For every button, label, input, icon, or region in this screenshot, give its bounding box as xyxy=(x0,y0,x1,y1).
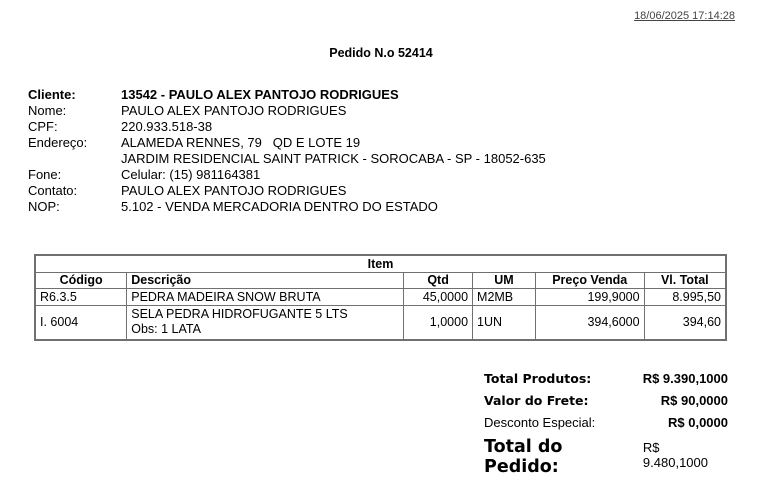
total-produtos-row xyxy=(484,371,728,393)
cell-total: 8.995,50 xyxy=(644,289,726,306)
cell-um: 1UN xyxy=(473,306,536,340)
desconto-label: Desconto Especial: xyxy=(484,415,596,430)
cell-qtd: 1,0000 xyxy=(404,306,473,340)
cell-descricao: PEDRA MADEIRA SNOW BRUTA xyxy=(127,289,404,306)
label-nome: Nome: xyxy=(28,103,67,118)
value-endereco-line1: ALAMEDA RENNES, 79 QD E LOTE 19 xyxy=(121,135,361,150)
info-row-nop xyxy=(28,199,546,215)
desconto-row xyxy=(484,415,728,437)
table-row xyxy=(35,289,726,306)
cell-total: 394,60 xyxy=(644,306,726,340)
col-header-qtd: Qtd xyxy=(404,273,473,289)
page-title: Pedido N.o 52414 xyxy=(329,46,433,60)
total-pedido-value: R$ 9.480,1000 xyxy=(642,440,708,470)
cell-um: M2MB xyxy=(473,289,536,306)
value-cliente: 13542 - PAULO ALEX PANTOJO RODRIGUES xyxy=(121,87,399,102)
info-row-fone xyxy=(28,167,546,183)
label-cpf: CPF: xyxy=(28,119,58,134)
value-contato: PAULO ALEX PANTOJO RODRIGUES xyxy=(121,183,347,198)
table-header-row xyxy=(35,273,726,289)
items-table xyxy=(34,254,727,341)
info-row-endereco xyxy=(28,135,546,151)
info-row-cpf xyxy=(28,119,546,135)
col-header-descricao: Descrição xyxy=(127,273,404,289)
value-fone: Celular: (15) 981164381 xyxy=(121,167,261,182)
cell-descricao xyxy=(127,306,404,340)
info-row-cliente xyxy=(28,87,546,103)
info-row-contato xyxy=(28,183,546,199)
cell-qtd: 45,0000 xyxy=(404,289,473,306)
frete-row xyxy=(484,393,728,415)
info-row-endereco-2 xyxy=(28,151,546,167)
total-produtos-label: Total Produtos: xyxy=(484,371,592,386)
label-cliente: Cliente: xyxy=(28,87,76,102)
label-contato: Contato: xyxy=(28,183,78,198)
label-nop: NOP: xyxy=(28,199,60,214)
value-endereco-line2: JARDIM RESIDENCIAL SAINT PATRICK - SOROCABA - SP - 18052-635 xyxy=(121,151,546,166)
item-description: SELA PEDRA HIDROFUGANTE 5 LTS xyxy=(131,307,348,322)
total-produtos-value: R$ 9.390,1000 xyxy=(642,371,728,386)
cell-codigo: R6.3.5 xyxy=(35,289,127,306)
label-empty xyxy=(28,151,121,167)
frete-label: Valor do Frete: xyxy=(484,393,589,408)
cell-preco: 394,6000 xyxy=(535,306,644,340)
total-pedido-label: Total do Pedido: xyxy=(484,437,563,477)
table-caption-row xyxy=(35,255,726,273)
print-timestamp: 18/06/2025 17:14:28 xyxy=(634,10,735,22)
col-header-total: Vl. Total xyxy=(644,273,726,289)
col-header-preco: Preço Venda xyxy=(535,273,644,289)
table-row xyxy=(35,306,726,340)
col-header-um: UM xyxy=(473,273,536,289)
cell-codigo: I. 6004 xyxy=(35,306,127,340)
frete-value: R$ 90,0000 xyxy=(660,393,728,408)
value-nome: PAULO ALEX PANTOJO RODRIGUES xyxy=(121,103,347,118)
cell-preco: 199,9000 xyxy=(535,289,644,306)
totals-section xyxy=(484,371,728,477)
value-cpf: 220.933.518-38 xyxy=(121,119,213,134)
value-nop: 5.102 - VENDA MERCADORIA DENTRO DO ESTADO xyxy=(121,199,438,214)
table-caption: Item xyxy=(35,255,726,273)
col-header-codigo: Código xyxy=(35,273,127,289)
total-pedido-row xyxy=(484,437,728,477)
customer-info xyxy=(28,87,546,215)
label-fone: Fone: xyxy=(28,167,62,182)
item-obs: Obs: 1 LATA xyxy=(131,322,201,337)
label-endereco: Endereço: xyxy=(28,135,88,150)
desconto-value: R$ 0,0000 xyxy=(668,415,728,430)
info-row-nome xyxy=(28,103,546,119)
